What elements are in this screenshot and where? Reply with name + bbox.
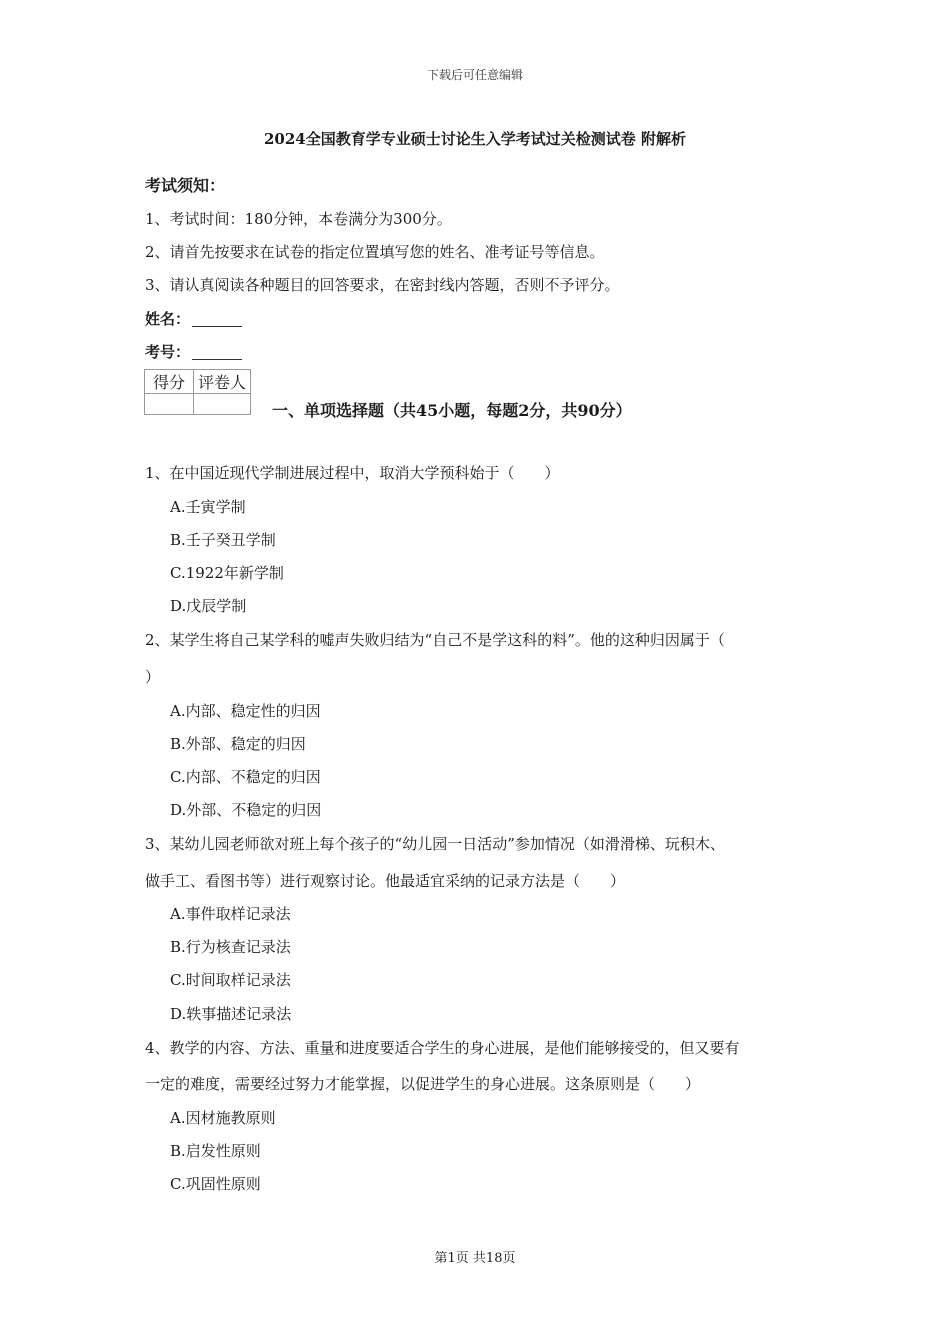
score-table bbox=[144, 369, 251, 415]
option-d: D.轶事描述记录法 bbox=[170, 1005, 292, 1023]
notice-heading: 考试须知： bbox=[145, 176, 226, 195]
name-blank[interactable] bbox=[192, 312, 242, 327]
notice-item: 2、请首先按要求在试卷的指定位置填写您的姓名、准考证号等信息。 bbox=[145, 243, 605, 261]
notice-item: 1、考试时间：180分钟，本卷满分为300分。 bbox=[145, 210, 452, 228]
exam-number-blank[interactable] bbox=[192, 345, 242, 360]
name-field bbox=[145, 308, 242, 329]
score-cell[interactable] bbox=[145, 394, 194, 415]
exam-number-label: 考号： bbox=[145, 343, 191, 361]
option-a: A.事件取样记录法 bbox=[170, 905, 291, 923]
notice-item: 3、请认真阅读各种题目的回答要求，在密封线内答题，否则不予评分。 bbox=[145, 276, 620, 294]
name-label: 姓名： bbox=[145, 310, 191, 328]
grader-cell[interactable] bbox=[194, 394, 251, 415]
option-b: B.启发性原则 bbox=[170, 1142, 261, 1160]
option-c: C.巩固性原则 bbox=[170, 1175, 261, 1193]
question-text: 1、在中国近现代学制进展过程中，取消大学预科始于（ ） bbox=[145, 464, 560, 482]
header-note: 下载后可任意编辑 bbox=[426, 68, 523, 82]
question-text-cont: ） bbox=[145, 668, 161, 686]
option-b: B.行为核查记录法 bbox=[170, 938, 291, 956]
question-text-cont: 做手工、看图书等）进行观察讨论。他最适宜采纳的记录方法是（ ） bbox=[145, 872, 626, 890]
option-d: D.戊辰学制 bbox=[170, 597, 247, 615]
exam-number-field bbox=[145, 341, 242, 362]
question-text: 3、某幼儿园老师欲对班上每个孩子的“幼儿园一日活动”参加情况（如滑滑梯、玩积木、 bbox=[145, 835, 725, 853]
option-a: A.壬寅学制 bbox=[170, 498, 246, 516]
page-footer: 第1页 共18页 bbox=[434, 1251, 516, 1266]
option-b: B.壬子癸丑学制 bbox=[170, 531, 276, 549]
section-title: 一、单项选择题（共45小题，每题2分，共90分） bbox=[272, 401, 632, 420]
score-header: 得分 bbox=[145, 370, 194, 394]
question-text: 4、教学的内容、方法、重量和进度要适合学生的身心进展，是他们能够接受的，但又要有 bbox=[145, 1039, 740, 1057]
option-d: D.外部、不稳定的归因 bbox=[170, 801, 322, 819]
option-c: C.时间取样记录法 bbox=[170, 971, 291, 989]
grader-header: 评卷人 bbox=[194, 370, 251, 394]
option-b: B.外部、稳定的归因 bbox=[170, 735, 306, 753]
document-title: 2024全国教育学专业硕士讨论生入学考试过关检测试卷 附解析 bbox=[264, 130, 686, 148]
option-a: A.内部、稳定性的归因 bbox=[170, 702, 321, 720]
option-c: C.1922年新学制 bbox=[170, 564, 284, 582]
question-text-cont: 一定的难度，需要经过努力才能掌握，以促进学生的身心进展。这条原则是（ ） bbox=[145, 1075, 701, 1093]
option-a: A.因材施教原则 bbox=[170, 1109, 276, 1127]
question-text: 2、某学生将自己某学科的嘘声失败归结为“自己不是学这科的料”。他的这种归因属于（ bbox=[145, 631, 725, 649]
option-c: C.内部、不稳定的归因 bbox=[170, 768, 321, 786]
